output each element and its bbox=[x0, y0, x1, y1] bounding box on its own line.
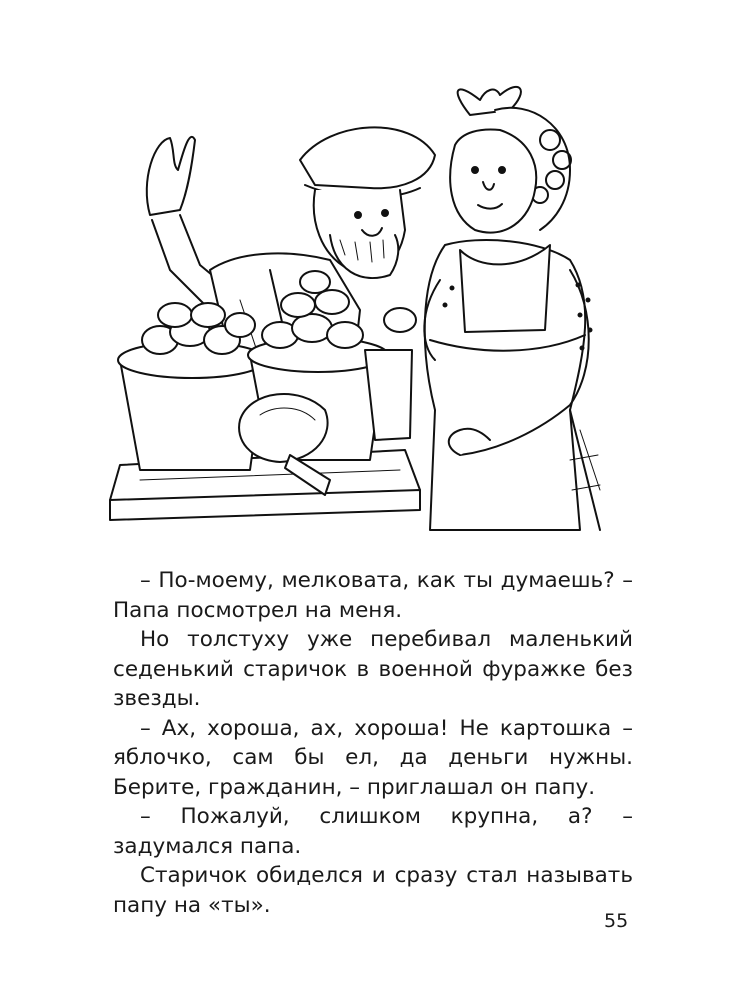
paragraph: Старичок обиделся и сразу стал называть папу на «ты». bbox=[113, 863, 633, 918]
story-text bbox=[113, 566, 633, 920]
woman-figure bbox=[424, 87, 600, 530]
paragraph: – По-моему, мелковата, как ты думаешь? – Папа посмотрел на меня. bbox=[113, 568, 633, 623]
paragraph: – Ах, хороша, ах, хороша! Не картошка – яблочко, сам бы ел, да деньги нужны. Берите, гражданин, – приглашал он папу. bbox=[113, 715, 633, 800]
paragraph: Но толстуху уже перебивал маленький седенький старичок в военной фуражке без звезды. bbox=[113, 627, 633, 711]
illustration-market-scene bbox=[100, 70, 620, 540]
page-number: 55 bbox=[604, 910, 629, 932]
paragraph: – Пожалуй, слишком крупна, а? – задумался папа. bbox=[113, 804, 633, 859]
